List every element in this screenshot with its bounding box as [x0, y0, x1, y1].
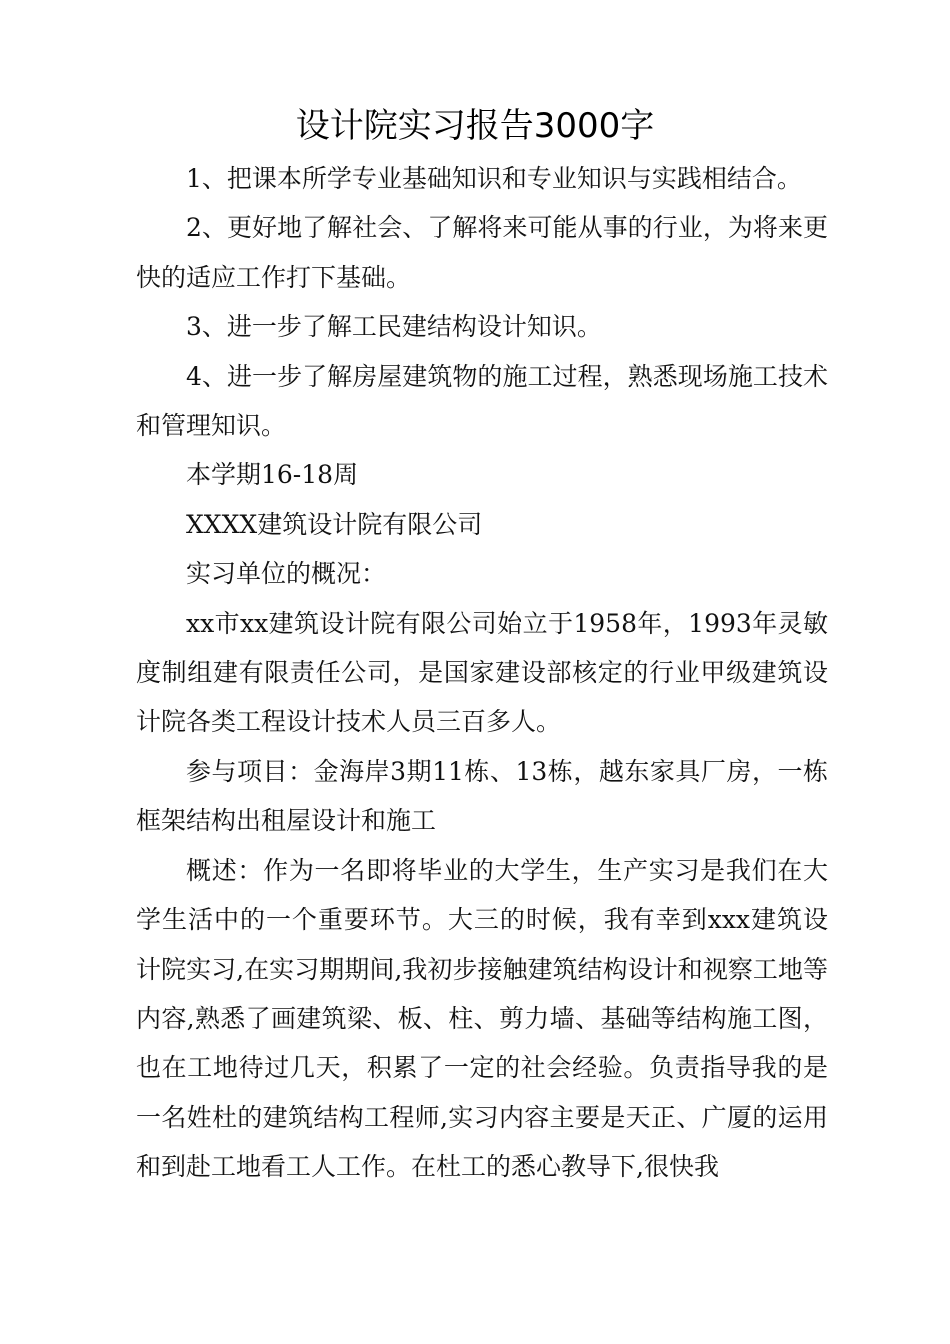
paragraph-goal-2: 2、更好地了解社会、了解将来可能从事的行业，为将来更快的适应工作打下基础。: [136, 213, 828, 292]
paragraph-company-intro: xx市xx建筑设计院有限公司始立于1958年，1993年灵敏度制组建有限责任公司，是国家建设部核定的行业甲级建筑设计院各类工程设计技术人员三百多人。: [136, 608, 828, 737]
paragraph-summary: 概述：作为一名即将毕业的大学生，生产实习是我们在大学生活中的一个重要环节。大三的时候，我有幸到xxx建筑设计院实习,在实习期期间,我初步接触建筑结构设计和视察工地等内容,熟悉了画建筑梁、板、柱、剪力墙、基础等结构施工图，也在工地待过几天，积累了一定的社会经验。负责指导我的是一名姓杜的建筑结构工程师,实习内容主要是天正、广厦的运用和到赴工地看工人工作。在杜工的悉心教导下,很快我: [136, 855, 828, 1182]
paragraph-goal-4: 4、进一步了解房屋建筑物的施工过程，熟悉现场施工技术和管理知识。: [136, 361, 828, 441]
paragraph-goal-1: 1、把课本所学专业基础知识和专业知识与实践相结合。: [186, 164, 802, 193]
paragraph-company: XXXX建筑设计院有限公司: [186, 509, 483, 539]
document-body: [136, 154, 828, 1192]
paragraph-period: 本学期16-18周: [186, 460, 359, 490]
document-title: 设计院实习报告3000字: [295, 106, 655, 146]
paragraph-goal-3: 3、进一步了解工民建结构设计知识。: [186, 312, 602, 342]
paragraph-projects: 参与项目：金海岸3期11栋、13栋，越东家具厂房，一栋框架结构出租屋设计和施工: [136, 756, 828, 836]
paragraph-overview-heading: 实习单位的概况：: [186, 559, 387, 589]
